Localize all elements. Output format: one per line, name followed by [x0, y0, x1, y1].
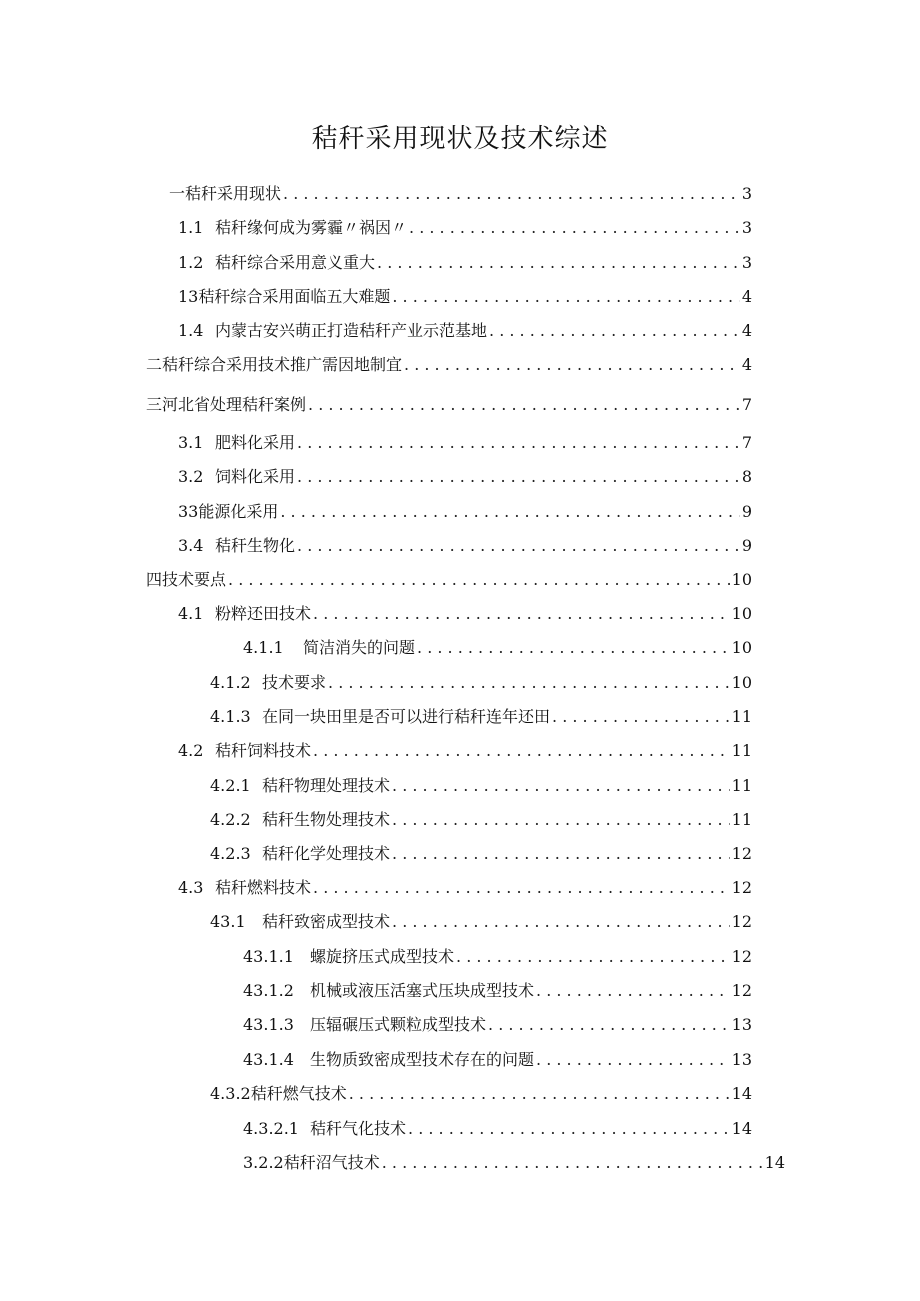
- toc-entry-title: 简洁消失的问题: [303, 638, 416, 657]
- toc-entry-number: 1.2: [178, 253, 204, 272]
- toc-entry-page: 11: [731, 707, 752, 726]
- toc-dot-leader: [392, 775, 730, 797]
- toc-entry-page: 14: [731, 1084, 752, 1103]
- toc-entry-number: 1.1: [178, 218, 204, 237]
- toc-entry-title: 秸秆燃料技术: [215, 878, 312, 897]
- toc-entry[interactable]: [243, 1118, 752, 1140]
- toc-entry[interactable]: [210, 672, 752, 694]
- toc-dot-leader: [392, 911, 730, 933]
- toc-entry[interactable]: [243, 1049, 752, 1071]
- toc-entry[interactable]: [210, 809, 752, 831]
- toc-dot-leader: [377, 252, 740, 274]
- toc-entry-title: 秸秆生物处理技术: [262, 810, 391, 829]
- toc-entry-number: 43.1.3: [243, 1015, 294, 1034]
- toc-entry-number: 4.1.2: [210, 673, 251, 692]
- toc-entry-page: 3: [741, 218, 752, 237]
- toc-entry-title: 秸秆气化技术: [310, 1119, 407, 1138]
- toc-dot-leader: [392, 843, 730, 865]
- toc-dot-leader: [456, 946, 730, 968]
- toc-entry-number: 4.3: [178, 878, 204, 897]
- toc-entry-title: 秸秆生物化: [215, 536, 296, 555]
- toc-entry-title: 一秸秆采用现状: [169, 184, 282, 203]
- toc-entry-number: 4.3.2.1: [243, 1119, 299, 1138]
- toc-dot-leader: [308, 394, 740, 416]
- toc-entry-title: 秸秆物理处理技术: [262, 776, 391, 795]
- toc-dot-leader: [417, 637, 730, 659]
- toc-entry-number: 3.2: [178, 467, 204, 486]
- toc-entry-page: 10: [731, 604, 752, 623]
- toc-entry-number: 4.1.3: [210, 707, 251, 726]
- toc-entry[interactable]: [210, 706, 752, 728]
- toc-entry-title: 三河北省处理秸秆案例: [146, 395, 307, 414]
- toc-entry-page: 10: [731, 673, 752, 692]
- toc-entry-title: 13秸秆综合采用面临五大难题: [178, 287, 391, 306]
- toc-entry[interactable]: [178, 320, 752, 342]
- toc-dot-leader: [297, 535, 740, 557]
- toc-entry[interactable]: [146, 569, 752, 591]
- toc-entry-page: 9: [741, 536, 752, 555]
- toc-entry[interactable]: [178, 535, 752, 557]
- toc-dot-leader: [313, 740, 730, 762]
- toc-entry[interactable]: [178, 603, 752, 625]
- toc-entry[interactable]: [243, 637, 752, 659]
- toc-entry-title: 二秸秆综合采用技术推广需因地制宜: [146, 355, 403, 374]
- toc-entry-title: 秸秆化学处理技术: [262, 844, 391, 863]
- toc-dot-leader: [313, 877, 730, 899]
- toc-dot-leader: [297, 466, 740, 488]
- toc-dot-leader: [382, 1152, 763, 1174]
- toc-entry-title: 机械或液压活塞式压块成型技术: [310, 981, 535, 1000]
- toc-entry[interactable]: [146, 354, 752, 376]
- toc-entry-number: 4.2: [178, 741, 204, 760]
- toc-entry-title: 3.2.2秸秆沼气技术: [243, 1153, 380, 1172]
- toc-entry-title: 肥料化采用: [215, 433, 296, 452]
- toc-entry-page: 14: [731, 1119, 752, 1138]
- toc-entry-number: 43.1.4: [243, 1050, 294, 1069]
- toc-entry-page: 4: [741, 287, 752, 306]
- toc-entry-number: 3.1: [178, 433, 204, 452]
- toc-entry-page: 3: [741, 253, 752, 272]
- toc-entry[interactable]: [210, 1083, 752, 1105]
- toc-entry[interactable]: [178, 217, 752, 239]
- toc-entry[interactable]: [243, 1152, 785, 1174]
- toc-entry-page: 10: [731, 638, 752, 657]
- toc-entry[interactable]: [146, 394, 752, 416]
- toc-entry-page: 12: [731, 981, 752, 1000]
- toc-dot-leader: [489, 320, 740, 342]
- toc-entry[interactable]: [178, 501, 752, 523]
- toc-dot-leader: [536, 980, 730, 1002]
- toc-entry-title: 内蒙古安兴萌正打造秸秆产业示范基地: [215, 321, 488, 340]
- toc-entry-number: 4.1.1: [243, 638, 284, 657]
- toc-dot-leader: [392, 809, 730, 831]
- toc-entry[interactable]: [178, 466, 752, 488]
- toc-entry-title: 粉粹还田技术: [215, 604, 312, 623]
- toc-dot-leader: [313, 603, 730, 625]
- toc-entry[interactable]: [210, 843, 752, 865]
- toc-entry-number: 1.4: [178, 321, 204, 340]
- toc-dot-leader: [283, 183, 740, 205]
- toc-dot-leader: [408, 1118, 730, 1140]
- document-title: 秸秆采用现状及技术综述: [311, 124, 609, 154]
- toc-entry-page: 14: [764, 1153, 785, 1172]
- toc-entry-title: 螺旋挤压式成型技术: [310, 947, 455, 966]
- toc-entry-title: 技术要求: [262, 673, 327, 692]
- toc-entry-number: 43.1: [210, 912, 246, 931]
- toc-dot-leader: [280, 501, 739, 523]
- toc-entry-title: 在同一块田里是否可以进行秸秆连年还田: [262, 707, 551, 726]
- toc-entry-number: 4.2.3: [210, 844, 251, 863]
- toc-entry-title: 4.3.2秸秆燃气技术: [210, 1084, 347, 1103]
- toc-entry-title: 四技术要点: [146, 570, 227, 589]
- toc-entry-page: 12: [731, 878, 752, 897]
- toc-entry-page: 7: [741, 395, 752, 414]
- toc-entry[interactable]: [210, 775, 752, 797]
- toc-entry-number: 43.1.1: [243, 947, 294, 966]
- toc-dot-leader: [228, 569, 730, 591]
- toc-entry-page: 8: [741, 467, 752, 486]
- toc-dot-leader: [552, 706, 730, 728]
- toc-entry-page: 3: [741, 184, 752, 203]
- toc-entry-page: 4: [741, 321, 752, 340]
- toc-entry-number: 3.4: [178, 536, 204, 555]
- toc-entry-page: 9: [741, 502, 752, 521]
- toc-entry-title: 生物质致密成型技术存在的问题: [310, 1050, 535, 1069]
- toc-dot-leader: [349, 1083, 730, 1105]
- toc-entry-number: 4.2.2: [210, 810, 251, 829]
- toc-entry[interactable]: [210, 911, 752, 933]
- toc-entry-title: 秸秆致密成型技术: [262, 912, 391, 931]
- toc-entry-page: 12: [731, 912, 752, 931]
- toc-entry-number: 43.1.2: [243, 981, 294, 1000]
- toc-entry-title: 压辐碾压式颗粒成型技术: [310, 1015, 487, 1034]
- toc-entry-page: 4: [741, 355, 752, 374]
- toc-entry-number: 4.1: [178, 604, 204, 623]
- toc-entry-title: 秸秆综合采用意义重大: [215, 253, 376, 272]
- toc-entry-title: 饲料化采用: [215, 467, 296, 486]
- toc-dot-leader: [536, 1049, 730, 1071]
- toc-entry[interactable]: [178, 877, 752, 899]
- toc-dot-leader: [297, 432, 740, 454]
- toc-entry-page: 11: [731, 741, 752, 760]
- toc-entry-page: 7: [741, 433, 752, 452]
- toc-entry[interactable]: [243, 946, 752, 968]
- toc-dot-leader: [404, 354, 740, 376]
- toc-entry-title: 秸秆饲料技术: [215, 741, 312, 760]
- toc-entry-page: 11: [731, 810, 752, 829]
- toc-entry[interactable]: [178, 252, 752, 274]
- toc-entry-title: 秸秆缘何成为雾霾〃祸因〃: [215, 218, 408, 237]
- toc-entry-page: 13: [731, 1015, 752, 1034]
- toc-entry[interactable]: [243, 1014, 752, 1036]
- toc-entry-page: 12: [731, 844, 752, 863]
- toc-entry[interactable]: [178, 432, 752, 454]
- toc-entry-page: 12: [731, 947, 752, 966]
- toc-dot-leader: [392, 286, 739, 308]
- toc-entry[interactable]: [178, 286, 752, 308]
- toc-entry-title: 33能源化采用: [178, 502, 279, 521]
- toc-dot-leader: [488, 1014, 730, 1036]
- toc-entry[interactable]: [178, 740, 752, 762]
- toc-entry-page: 13: [731, 1050, 752, 1069]
- toc-entry-number: 4.2.1: [210, 776, 251, 795]
- toc-entry-page: 10: [731, 570, 752, 589]
- toc-entry[interactable]: [243, 980, 752, 1002]
- toc-dot-leader: [328, 672, 730, 694]
- toc-entry-page: 11: [731, 776, 752, 795]
- toc-entry[interactable]: [169, 183, 752, 205]
- toc-dot-leader: [409, 217, 740, 239]
